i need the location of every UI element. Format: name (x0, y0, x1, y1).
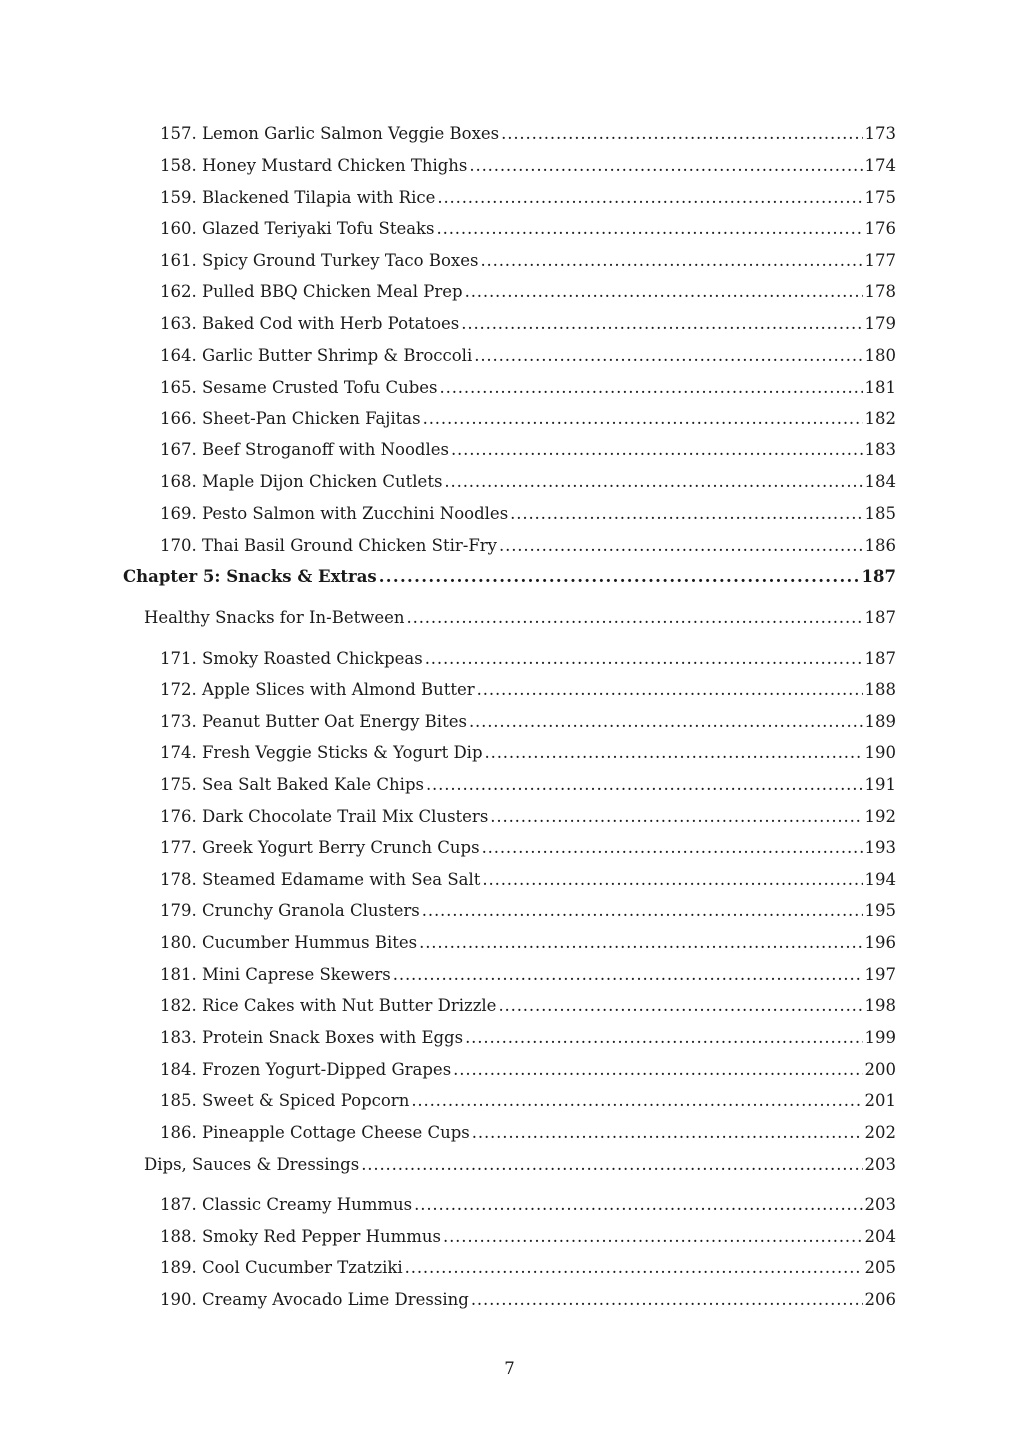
dot-leader (443, 1225, 863, 1249)
toc-recipe-entry[interactable] (160, 647, 896, 671)
toc-entry-title: 179. Crunchy Granola Clusters (160, 901, 420, 920)
toc-entry-title: 178. Steamed Edamame with Sea Salt (160, 870, 481, 889)
toc-entry-page: 204 (864, 1227, 896, 1246)
toc-entry-page: 191 (864, 775, 896, 794)
toc-entry-page: 187 (861, 567, 896, 586)
toc-entry-page: 186 (864, 536, 896, 555)
dot-leader (469, 154, 862, 178)
toc-entry-title: Dips, Sauces & Dressings (144, 1155, 360, 1174)
dot-leader (407, 606, 863, 630)
toc-recipe-entry[interactable] (160, 710, 896, 734)
toc-recipe-entry[interactable] (160, 186, 896, 210)
toc-recipe-entry[interactable] (160, 438, 896, 462)
toc-entry-title: 158. Honey Mustard Chicken Thighs (160, 156, 468, 175)
toc-entry-page: 184 (864, 472, 896, 491)
dot-leader (465, 280, 863, 304)
dot-leader (482, 868, 862, 892)
toc-recipe-entry[interactable] (160, 280, 896, 304)
toc-entry-title: 188. Smoky Red Pepper Hummus (160, 1227, 441, 1246)
toc-recipe-entry[interactable] (160, 534, 896, 558)
toc-entry-page: 187 (864, 649, 896, 668)
toc-entry-page: 176 (864, 219, 896, 238)
dot-leader (425, 647, 863, 671)
dot-leader (510, 502, 862, 526)
dot-leader (499, 534, 862, 558)
toc-entry-title: 166. Sheet-Pan Chicken Fajitas (160, 409, 421, 428)
dot-leader (477, 678, 863, 702)
toc-recipe-entry[interactable] (160, 1058, 896, 1082)
toc-recipe-entry[interactable] (160, 376, 896, 400)
toc-entry-page: 173 (864, 124, 896, 143)
toc-entry-page: 177 (864, 251, 896, 270)
toc-recipe-entry[interactable] (160, 1256, 896, 1280)
toc-recipe-entry[interactable] (160, 1089, 896, 1113)
toc-entry-title: 187. Classic Creamy Hummus (160, 1195, 413, 1214)
dot-leader (485, 741, 863, 765)
toc-entry-page: 199 (864, 1028, 896, 1047)
dot-leader (474, 344, 862, 368)
toc-entry-page: 202 (864, 1123, 896, 1142)
toc-entry-title: 157. Lemon Garlic Salmon Veggie Boxes (160, 124, 500, 143)
toc-entry-title: 189. Cool Cucumber Tzatziki (160, 1258, 403, 1277)
toc-entry-page: 180 (864, 346, 896, 365)
toc-entry-title: 186. Pineapple Cottage Cheese Cups (160, 1123, 470, 1142)
toc-chapter-entry[interactable] (123, 565, 896, 589)
dot-leader (440, 376, 863, 400)
toc-entry-page: 183 (864, 440, 896, 459)
toc-recipe-entry[interactable] (160, 899, 896, 923)
toc-entry-page: 200 (864, 1060, 896, 1079)
toc-recipe-entry[interactable] (160, 994, 896, 1018)
toc-recipe-entry[interactable] (160, 502, 896, 526)
toc-entry-page: 174 (864, 156, 896, 175)
dot-leader (482, 836, 863, 860)
toc-entry-title: 184. Frozen Yogurt-Dipped Grapes (160, 1060, 452, 1079)
toc-entry-page: 201 (864, 1091, 896, 1110)
dot-leader (361, 1153, 862, 1177)
toc-entry-title: 165. Sesame Crusted Tofu Cubes (160, 378, 438, 397)
toc-entry-page: 189 (864, 712, 896, 731)
toc-entry-title: 172. Apple Slices with Almond Butter (160, 680, 475, 699)
toc-recipe-entry[interactable] (160, 963, 896, 987)
toc-entry-page: 203 (864, 1155, 896, 1174)
toc-entry-page: 193 (864, 838, 896, 857)
toc-recipe-entry[interactable] (160, 773, 896, 797)
toc-recipe-entry[interactable] (160, 931, 896, 955)
toc-entry-page: 192 (864, 807, 896, 826)
toc-entry-title: 161. Spicy Ground Turkey Taco Boxes (160, 251, 479, 270)
toc-entry-title: Healthy Snacks for In-Between (144, 608, 405, 627)
dot-leader (465, 1026, 862, 1050)
toc-entry-page: 188 (864, 680, 896, 699)
dot-leader (461, 312, 862, 336)
toc-entry-title: 190. Creamy Avocado Lime Dressing (160, 1290, 469, 1309)
toc-recipe-entry[interactable] (160, 1288, 896, 1312)
toc-entry-page: 179 (864, 314, 896, 333)
dot-leader (414, 1193, 862, 1217)
dot-leader (469, 710, 863, 734)
toc-recipe-entry[interactable] (160, 1026, 896, 1050)
toc-entry-page: 190 (864, 743, 896, 762)
dot-leader (453, 1058, 862, 1082)
toc-recipe-entry[interactable] (160, 249, 896, 273)
toc-entry-title: 173. Peanut Butter Oat Energy Bites (160, 712, 467, 731)
dot-leader (426, 773, 863, 797)
toc-entry-title: 171. Smoky Roasted Chickpeas (160, 649, 423, 668)
toc-entry-page: 195 (864, 901, 896, 920)
toc-recipe-entry[interactable] (160, 1225, 896, 1249)
dot-leader (411, 1089, 862, 1113)
toc-entry-page: 175 (864, 188, 896, 207)
toc-entry-page: 205 (864, 1258, 896, 1277)
toc-recipe-entry[interactable] (160, 805, 896, 829)
toc-recipe-entry[interactable] (160, 1121, 896, 1145)
dot-leader (379, 565, 860, 589)
page-number: 7 (504, 1359, 515, 1378)
toc-recipe-entry[interactable] (160, 154, 896, 178)
dot-leader (444, 470, 862, 494)
dot-leader (419, 931, 862, 955)
toc-entry-title: 180. Cucumber Hummus Bites (160, 933, 418, 952)
toc-entry-page: 197 (864, 965, 896, 984)
toc-entry-title: 167. Beef Stroganoff with Noodles (160, 440, 449, 459)
dot-leader (490, 805, 862, 829)
toc-entry-page: 178 (864, 282, 896, 301)
toc-entry-title: 168. Maple Dijon Chicken Cutlets (160, 472, 443, 491)
toc-entry-page: 187 (864, 608, 896, 627)
toc-entry-page: 198 (864, 996, 896, 1015)
dot-leader (393, 963, 863, 987)
dot-leader (422, 899, 863, 923)
toc-entry-page: 194 (864, 870, 896, 889)
toc-section-entry[interactable] (144, 606, 896, 630)
toc-entry-title: 162. Pulled BBQ Chicken Meal Prep (160, 282, 463, 301)
toc-entry-title: 160. Glazed Teriyaki Tofu Steaks (160, 219, 435, 238)
toc-entry-title: 163. Baked Cod with Herb Potatoes (160, 314, 460, 333)
toc-recipe-entry[interactable] (160, 122, 896, 146)
toc-entry-title: 159. Blackened Tilapia with Rice (160, 188, 436, 207)
toc-entry-title: 169. Pesto Salmon with Zucchini Noodles (160, 504, 509, 523)
toc-entry-title: 176. Dark Chocolate Trail Mix Clusters (160, 807, 489, 826)
toc-recipe-entry[interactable] (160, 836, 896, 860)
dot-leader (498, 994, 862, 1018)
toc-section-entry[interactable] (144, 1153, 896, 1177)
toc-recipe-entry[interactable] (160, 470, 896, 494)
toc-recipe-entry[interactable] (160, 312, 896, 336)
toc-entry-title: 164. Garlic Butter Shrimp & Broccoli (160, 346, 473, 365)
toc-recipe-entry[interactable] (160, 217, 896, 241)
toc-recipe-entry[interactable] (160, 741, 896, 765)
dot-leader (480, 249, 862, 273)
dot-leader (471, 1288, 863, 1312)
toc-recipe-entry[interactable] (160, 868, 896, 892)
toc-entry-page: 181 (864, 378, 896, 397)
dot-leader (451, 438, 863, 462)
toc-entry-page: 196 (864, 933, 896, 952)
toc-entry-title: 177. Greek Yogurt Berry Crunch Cups (160, 838, 480, 857)
toc-entry-title: 183. Protein Snack Boxes with Eggs (160, 1028, 464, 1047)
toc-entry-page: 185 (864, 504, 896, 523)
toc-entry-page: 203 (864, 1195, 896, 1214)
toc-recipe-entry[interactable] (160, 1193, 896, 1217)
toc-entry-title: 185. Sweet & Spiced Popcorn (160, 1091, 410, 1110)
dot-leader (472, 1121, 863, 1145)
toc-recipe-entry[interactable] (160, 678, 896, 702)
dot-leader (437, 186, 862, 210)
toc-entry-title: 174. Fresh Veggie Sticks & Yogurt Dip (160, 743, 483, 762)
toc-recipe-entry[interactable] (160, 407, 896, 431)
toc-entry-page: 206 (864, 1290, 896, 1309)
toc-entry-title: 182. Rice Cakes with Nut Butter Drizzle (160, 996, 497, 1015)
toc-entry-title: Chapter 5: Snacks & Extras (123, 567, 377, 586)
dot-leader (405, 1256, 863, 1280)
toc-recipe-entry[interactable] (160, 344, 896, 368)
dot-leader (423, 407, 863, 431)
dot-leader (437, 217, 863, 241)
toc-entry-title: 170. Thai Basil Ground Chicken Stir-Fry (160, 536, 498, 555)
toc-entry-title: 175. Sea Salt Baked Kale Chips (160, 775, 424, 794)
toc-entry-title: 181. Mini Caprese Skewers (160, 965, 391, 984)
toc-entry-page: 182 (864, 409, 896, 428)
dot-leader (501, 122, 862, 146)
